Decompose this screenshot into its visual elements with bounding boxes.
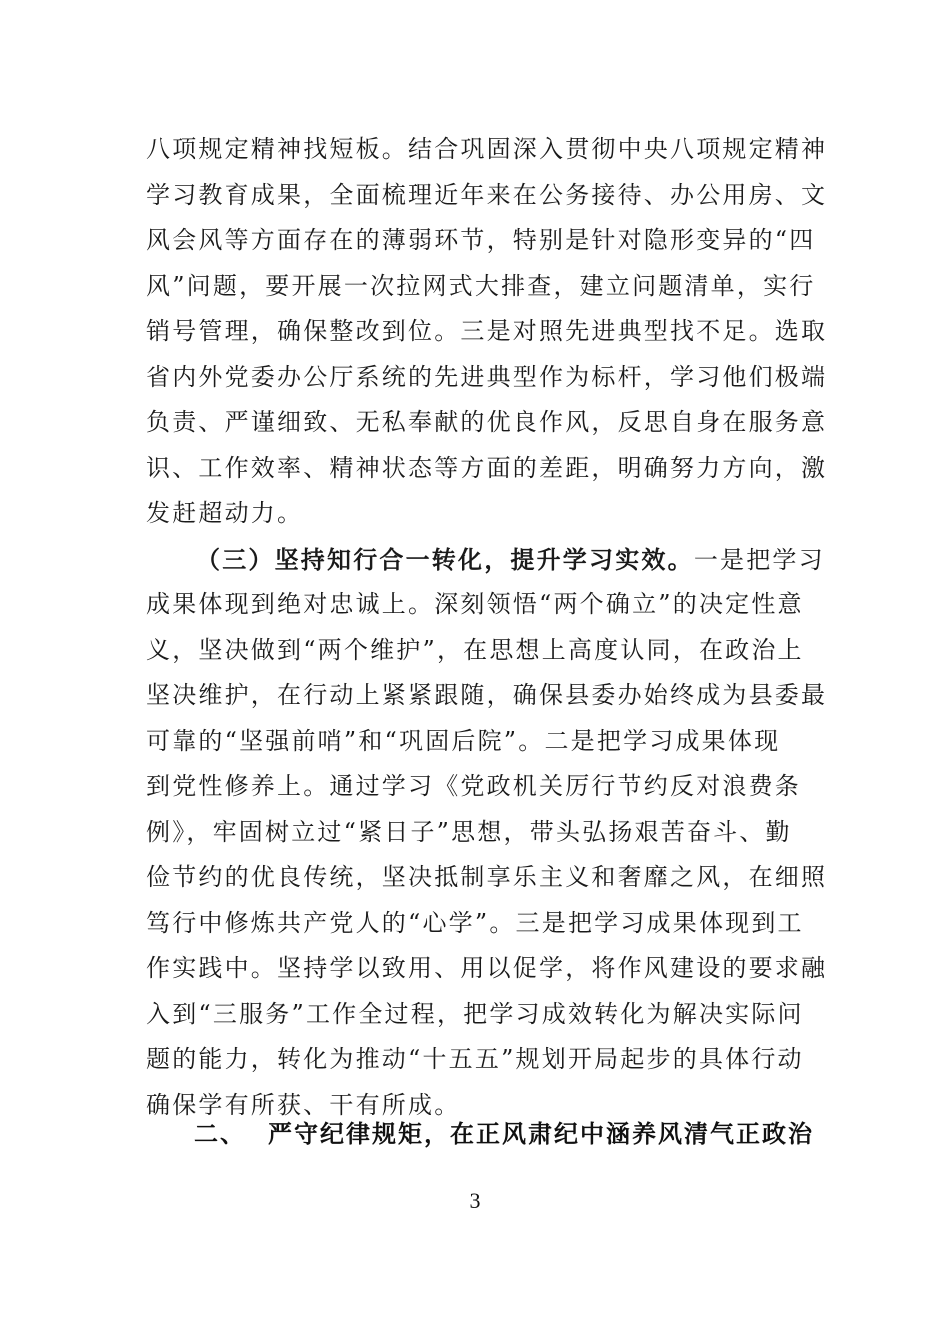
paragraph-line: 作实践中。坚持学以致用、用以促学，将作风建设的要求融	[146, 954, 828, 982]
page-number: 3	[469, 1188, 481, 1213]
section-heading-number: 二、	[194, 1120, 246, 1148]
body-text	[146, 127, 828, 1128]
paragraph-line: 题的能力，转化为推动“十五五”规划开局起步的具体行动	[146, 1045, 804, 1073]
paragraph-line: 成果体现到绝对忠诚上。深刻领悟“两个确立”的决定性意	[146, 590, 804, 618]
paragraph-line: 省内外党委办公厅系统的先进典型作为标杆，学习他们极端	[146, 362, 828, 391]
section-heading	[194, 1114, 814, 1154]
paragraph-line: 识、工作效率、精神状态等方面的差距，明确努力方向，激	[146, 453, 828, 482]
paragraph-line: 负责、严谨细致、无私奉献的优良作风，反思自身在服务意	[146, 408, 828, 436]
paragraph-line-rest: 一是把学习	[693, 545, 825, 574]
paragraph-line: 风”问题，要开展一次拉网式大排查，建立问题清单，实行	[146, 271, 816, 300]
paragraph-first-line	[146, 537, 825, 583]
paragraph-line: 笃行中修炼共产党人的“心学”。三是把学习成果体现到工	[146, 908, 804, 937]
paragraph-line: 发赶超动力。	[146, 499, 304, 527]
paragraph-line: 风会风等方面存在的薄弱环节，特别是针对隐形变异的“四	[146, 226, 816, 254]
section-heading-text: 严守纪律规矩，在正风肃纪中涵养风清气正政治	[268, 1120, 814, 1148]
paragraph-line: 学习教育成果，全面梳理近年来在公务接待、办公用房、文	[146, 180, 828, 209]
paragraph-line: 入到“三服务”工作全过程，把学习成效转化为解决实际问	[146, 999, 804, 1028]
paragraph-line: 可靠的“坚强前哨”和“巩固后院”。二是把学习成果体现	[146, 726, 781, 755]
paragraph-line: 确保学有所获、干有所成。	[146, 1090, 461, 1119]
paragraph-line: 到党性修养上。通过学习《党政机关厉行节约反对浪费条	[146, 772, 801, 800]
paragraph-line: 俭节约的优良传统，坚决抵制享乐主义和奢靡之风，在细照	[146, 863, 828, 891]
paragraph-line: 坚决维护，在行动上紧紧跟随，确保县委办始终成为县委最	[146, 681, 828, 709]
paragraph-line: 例》，牢固树立过“紧日子”思想，带头弘扬艰苦奋斗、勤	[146, 817, 792, 846]
paragraph-line: 销号管理，确保整改到位。三是对照先进典型找不足。选取	[146, 317, 828, 345]
paragraph-line: 义，坚决做到“两个维护”，在思想上高度认同，在政治上	[146, 635, 804, 664]
paragraph-line: 八项规定精神找短板。结合巩固深入贯彻中央八项规定精神	[146, 135, 828, 163]
section-subheading: （三）坚持知行合一转化，提升学习实效。	[196, 544, 694, 574]
